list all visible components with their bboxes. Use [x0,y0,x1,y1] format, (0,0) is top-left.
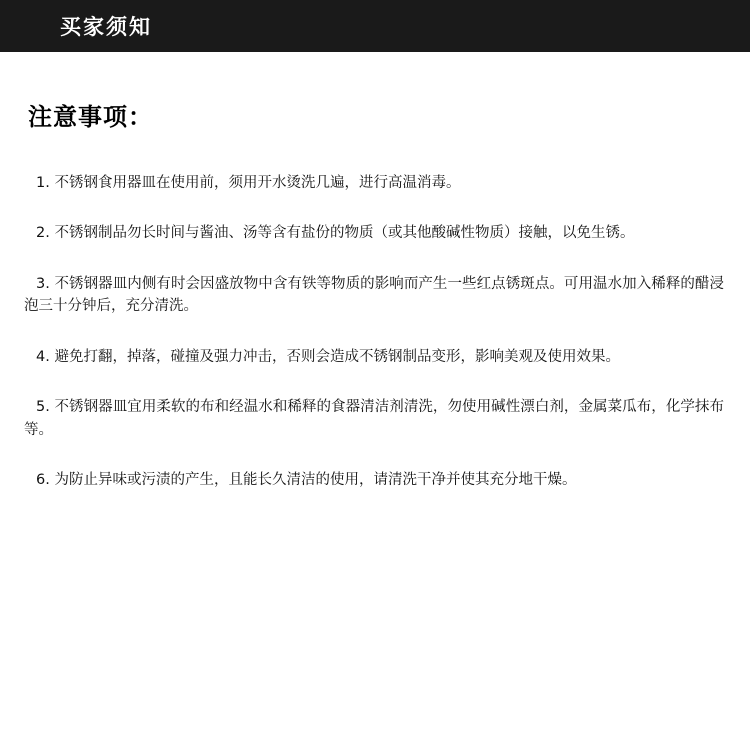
header-bar [0,0,750,52]
list-item: 2. 不锈钢制品勿长时间与酱油、汤等含有盐份的物质（或其他酸碱性物质）接触，以免生锈。 [36,225,635,242]
list-item: 4. 避免打翻，掉落，碰撞及强力冲击，否则会造成不锈钢制品变形，影响美观及使用效果。 [36,348,620,365]
content-area [0,97,750,492]
list-item: 6. 为防止异味或污渍的产生，且能长久清洁的使用，请清洗干净并使其充分地干燥。 [36,472,577,489]
list-item: 5. 不锈钢器皿宜用柔软的布和经温水和稀释的食器清洁剂清洗，勿使用碱性漂白剂，金属菜瓜布，化学抹布等。 [24,399,724,438]
list-item: 1. 不锈钢食用器皿在使用前，须用开水烫洗几遍，进行高温消毒。 [36,175,461,191]
list-item: 3. 不锈钢器皿内侧有时会因盛放物中含有铁等物质的影响而产生一些红点锈斑点。可用温水加入稀释的醋浸泡三十分钟后，充分清洗。 [24,275,724,315]
notes-list [24,172,728,492]
header-title: 买家须知 [60,15,152,39]
section-title: 注意事项： [28,103,153,131]
